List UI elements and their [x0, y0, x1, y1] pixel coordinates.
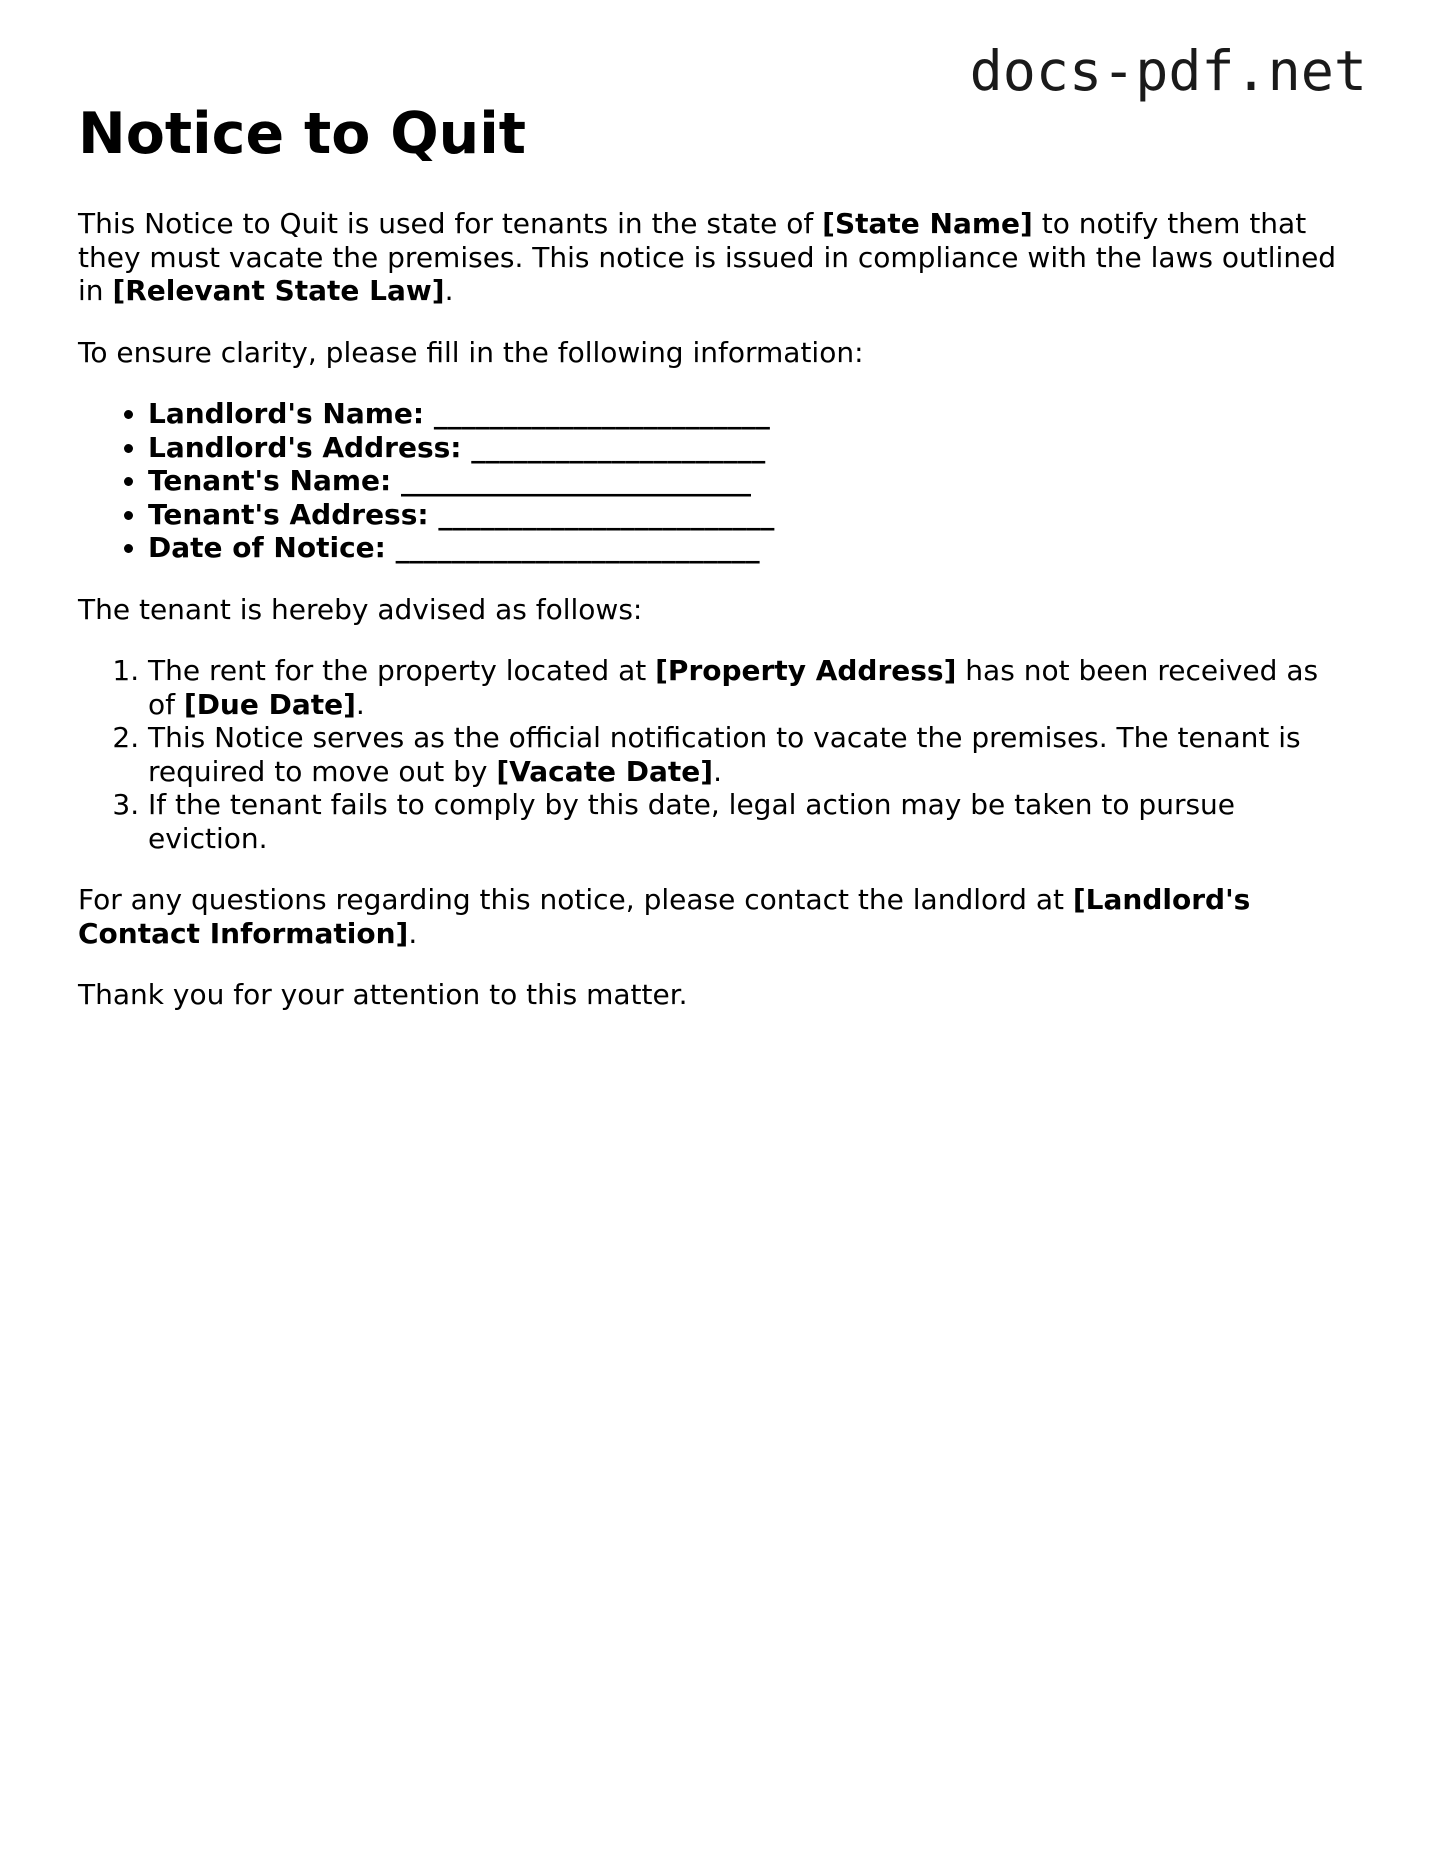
info-field-list	[78, 397, 1348, 565]
site-watermark: docs-pdf.net	[969, 39, 1367, 103]
due-date-placeholder: [Due Date]	[183, 687, 356, 721]
tenant-address-field: • Tenant's Address: ________________________	[148, 498, 1348, 532]
advisory-1-text-1: The rent for the property located at	[148, 654, 656, 688]
advise-intro: The tenant is hereby advised as follows:	[78, 592, 643, 626]
contact-text-2: .	[408, 916, 418, 950]
property-address-placeholder: [Property Address]	[655, 654, 957, 688]
document-body	[78, 100, 1348, 1012]
landlord-address-field: • Landlord's Address: _____________________	[148, 431, 1348, 465]
advisory-item-rent	[148, 654, 1348, 721]
advisory-item-eviction	[148, 788, 1348, 855]
state-law-placeholder: [Relevant State Law]	[112, 274, 445, 308]
closing-line: Thank you for your attention to this matter.	[78, 978, 688, 1012]
vacate-date-placeholder: [Vacate Date]	[496, 754, 714, 788]
advisory-1-text-3: .	[355, 687, 365, 721]
intro-text-1: This Notice to Quit is used for tenants in the state of	[78, 207, 823, 241]
contact-paragraph	[78, 883, 1348, 950]
document-title: Notice to Quit	[78, 101, 527, 167]
advisory-item-vacate	[148, 721, 1348, 788]
advisory-3-text-1: If the tenant fails to comply by this date, legal action may be taken to pursue eviction.	[148, 788, 1236, 855]
advisory-2-text-2: .	[713, 754, 723, 788]
intro-text-2: to notify them that they must vacate the premises. This notice is issued in compliance with the laws outlined in	[78, 207, 1337, 308]
tenant-name-field: • Tenant's Name: _________________________	[148, 464, 1348, 498]
state-name-placeholder: [State Name]	[822, 207, 1033, 241]
advisory-list	[78, 654, 1348, 855]
landlord-contact-placeholder: [Landlord's Contact Information]	[78, 883, 1251, 950]
landlord-name-field: • Landlord's Name: ________________________	[148, 397, 1348, 431]
contact-text-1: For any questions regarding this notice, please contact the landlord at	[78, 883, 1073, 917]
intro-paragraph	[78, 207, 1348, 308]
fill-in-prompt: To ensure clarity, please fill in the following information:	[78, 335, 864, 369]
advisory-1-text-2: has not been received as of	[148, 654, 1319, 721]
notice-date-field: • Date of Notice: __________________________	[148, 531, 1348, 565]
advisory-2-text-1: This Notice serves as the official notification to vacate the premises. The tenant is required to move out by	[148, 721, 1301, 788]
intro-text-3: .	[444, 274, 454, 308]
